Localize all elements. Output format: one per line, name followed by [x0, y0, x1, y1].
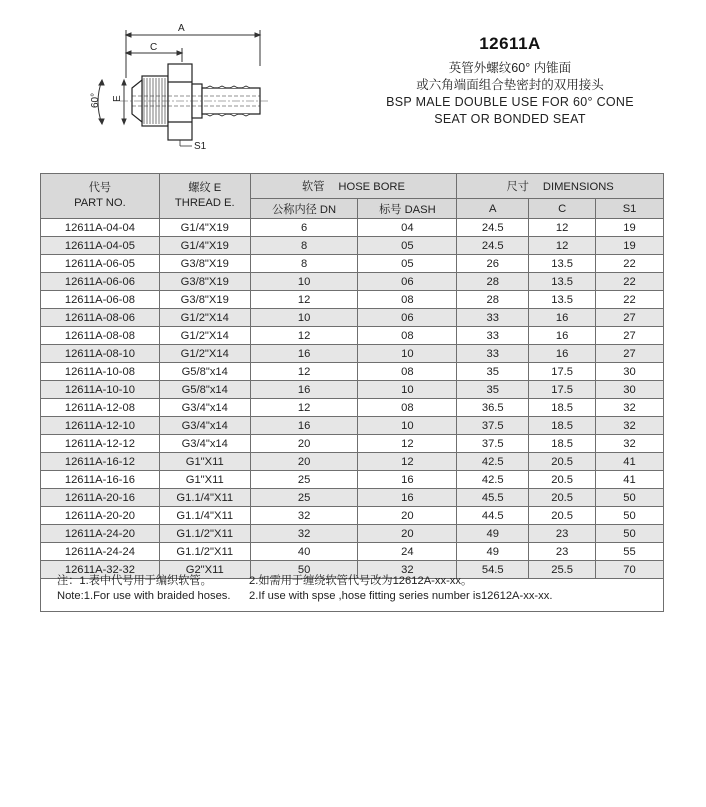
- header-hose-cn: 软管: [302, 181, 325, 193]
- cell-part-no: 12611A-08-08: [41, 327, 160, 345]
- table-row: [41, 255, 664, 273]
- cell-part-no: 12611A-32-32: [41, 561, 160, 579]
- cell-dim-c: 16: [529, 345, 596, 363]
- cell-part-no: 12611A-20-16: [41, 489, 160, 507]
- cell-dn: 6: [250, 219, 358, 237]
- cell-thread: G5/8"x14: [159, 381, 250, 399]
- cell-dim-c: 12: [529, 237, 596, 255]
- cell-part-no: 12611A-24-24: [41, 543, 160, 561]
- cell-thread: G1/2"X14: [159, 345, 250, 363]
- cell-dash: 16: [358, 471, 457, 489]
- cell-dim-a: 42.5: [457, 453, 529, 471]
- title-en-line2: SEAT OR BONDED SEAT: [434, 112, 586, 126]
- label-e: E: [112, 95, 123, 102]
- cell-thread: G3/8"X19: [159, 273, 250, 291]
- model-number: 12611A: [479, 34, 541, 53]
- cell-part-no: 12611A-12-10: [41, 417, 160, 435]
- cell-dim-a: 26: [457, 255, 529, 273]
- header-part-en: PART NO.: [74, 197, 126, 209]
- header-c: C: [529, 199, 596, 219]
- cell-dim-s1: 32: [596, 435, 664, 453]
- cell-dash: 12: [358, 435, 457, 453]
- header-dash: 标号 DASH: [358, 199, 457, 219]
- cell-thread: G1.1/4"X11: [159, 507, 250, 525]
- cell-dash: 10: [358, 381, 457, 399]
- cell-thread: G2"X11: [159, 561, 250, 579]
- cell-dn: 16: [250, 381, 358, 399]
- cell-thread: G1.1/4"X11: [159, 489, 250, 507]
- header-dim-cn: 尺寸: [506, 181, 529, 193]
- label-a: A: [178, 23, 185, 34]
- cell-dim-c: 13.5: [529, 273, 596, 291]
- cell-dn: 12: [250, 363, 358, 381]
- table-row: [41, 417, 664, 435]
- cell-dim-c: 17.5: [529, 363, 596, 381]
- cell-dim-s1: 50: [596, 507, 664, 525]
- cell-dim-c: 20.5: [529, 453, 596, 471]
- cell-dim-c: 13.5: [529, 255, 596, 273]
- cell-thread: G1/2"X14: [159, 309, 250, 327]
- cell-part-no: 12611A-08-06: [41, 309, 160, 327]
- cell-part-no: 12611A-06-05: [41, 255, 160, 273]
- header-thread: [159, 174, 250, 219]
- cell-thread: G3/8"X19: [159, 291, 250, 309]
- cell-part-no: 12611A-10-08: [41, 363, 160, 381]
- title-en-line1: BSP MALE DOUBLE USE FOR 60° CONE: [386, 95, 634, 109]
- header-dn: 公称内径 DN: [250, 199, 358, 219]
- cell-thread: G5/8"x14: [159, 363, 250, 381]
- table-row: [41, 471, 664, 489]
- cell-dash: 20: [358, 507, 457, 525]
- cell-dim-s1: 27: [596, 327, 664, 345]
- cell-dash: 08: [358, 363, 457, 381]
- table-row: [41, 381, 664, 399]
- cell-dim-a: 33: [457, 345, 529, 363]
- cell-dim-a: 44.5: [457, 507, 529, 525]
- table-row: [41, 453, 664, 471]
- cell-dim-a: 28: [457, 291, 529, 309]
- header-part-no: [41, 174, 160, 219]
- cell-dim-c: 16: [529, 309, 596, 327]
- cell-dim-a: 54.5: [457, 561, 529, 579]
- cell-thread: G1"X11: [159, 471, 250, 489]
- table-row: [41, 219, 664, 237]
- cell-dim-s1: 22: [596, 273, 664, 291]
- cell-dim-c: 18.5: [529, 399, 596, 417]
- cell-part-no: 12611A-16-12: [41, 453, 160, 471]
- note-cn-2: 2.如需用于缠绕软管代号改为12612A-xx-xx。: [249, 575, 473, 587]
- spec-table: [40, 173, 664, 579]
- cell-dash: 06: [358, 273, 457, 291]
- cell-dash: 10: [358, 345, 457, 363]
- cell-dash: 20: [358, 525, 457, 543]
- cell-dn: 10: [250, 309, 358, 327]
- cell-dim-c: 23: [529, 525, 596, 543]
- cell-dim-s1: 19: [596, 237, 664, 255]
- cell-dim-a: 33: [457, 309, 529, 327]
- cell-dim-a: 49: [457, 543, 529, 561]
- title-cn-line1: 英管外螺纹60° 内锥面: [448, 61, 572, 75]
- cell-thread: G3/4"x14: [159, 417, 250, 435]
- cell-dim-a: 35: [457, 363, 529, 381]
- cell-dim-a: 49: [457, 525, 529, 543]
- cell-dim-c: 20.5: [529, 489, 596, 507]
- cell-thread: G3/4"x14: [159, 399, 250, 417]
- cell-dim-c: 18.5: [529, 417, 596, 435]
- cell-dn: 8: [250, 237, 358, 255]
- table-row: [41, 309, 664, 327]
- cell-dash: 05: [358, 255, 457, 273]
- cell-dim-c: 18.5: [529, 435, 596, 453]
- cell-part-no: 12611A-04-05: [41, 237, 160, 255]
- cell-dim-s1: 22: [596, 255, 664, 273]
- cell-dim-s1: 27: [596, 309, 664, 327]
- fitting-drawing: [80, 22, 280, 154]
- cell-dim-s1: 41: [596, 471, 664, 489]
- cell-dn: 32: [250, 507, 358, 525]
- cell-dim-a: 24.5: [457, 237, 529, 255]
- cell-dn: 25: [250, 471, 358, 489]
- header-s1: S1: [596, 199, 664, 219]
- table-row: [41, 345, 664, 363]
- cell-part-no: 12611A-12-12: [41, 435, 160, 453]
- cell-dim-s1: 30: [596, 363, 664, 381]
- cell-dn: 12: [250, 327, 358, 345]
- cell-dn: 10: [250, 273, 358, 291]
- cell-dash: 08: [358, 291, 457, 309]
- cell-dim-a: 42.5: [457, 471, 529, 489]
- label-s1: S1: [194, 141, 207, 152]
- cell-dn: 20: [250, 435, 358, 453]
- cell-part-no: 12611A-20-20: [41, 507, 160, 525]
- cell-dim-a: 37.5: [457, 435, 529, 453]
- cell-dash: 24: [358, 543, 457, 561]
- cell-part-no: 12611A-06-08: [41, 291, 160, 309]
- cell-dim-s1: 19: [596, 219, 664, 237]
- cell-dash: 32: [358, 561, 457, 579]
- cell-thread: G1.1/2"X11: [159, 525, 250, 543]
- cell-dn: 25: [250, 489, 358, 507]
- table-row: [41, 543, 664, 561]
- cell-dash: 12: [358, 453, 457, 471]
- cell-dn: 16: [250, 345, 358, 363]
- cell-part-no: 12611A-08-10: [41, 345, 160, 363]
- table-row: [41, 489, 664, 507]
- header-a: A: [457, 199, 529, 219]
- table-row: [41, 507, 664, 525]
- header-part-cn: 代号: [88, 182, 112, 194]
- title-block: [340, 34, 680, 128]
- cell-thread: G1"X11: [159, 453, 250, 471]
- cell-part-no: 12611A-06-06: [41, 273, 160, 291]
- cell-dash: 06: [358, 309, 457, 327]
- cell-dim-c: 25.5: [529, 561, 596, 579]
- cell-dim-a: 24.5: [457, 219, 529, 237]
- cell-dim-a: 28: [457, 273, 529, 291]
- header-dimensions: [457, 174, 664, 199]
- cell-dim-s1: 32: [596, 417, 664, 435]
- header-dim-en: DIMENSIONS: [542, 181, 614, 193]
- header-hose-en: HOSE BORE: [338, 181, 405, 193]
- cell-dim-c: 20.5: [529, 471, 596, 489]
- cell-dim-s1: 41: [596, 453, 664, 471]
- header-hose-bore: [250, 174, 457, 199]
- table-row: [41, 435, 664, 453]
- cell-dim-s1: 55: [596, 543, 664, 561]
- title-cn-line2: 或六角端面组合垫密封的双用接头: [416, 78, 604, 92]
- header-thread-cn: 螺纹 E: [188, 182, 222, 194]
- cell-dash: 16: [358, 489, 457, 507]
- cell-dn: 20: [250, 453, 358, 471]
- cell-dash: 04: [358, 219, 457, 237]
- cell-dim-a: 45.5: [457, 489, 529, 507]
- note-cn-1: 注：1.表中代号用于编织软管。: [57, 575, 212, 587]
- cell-dash: 10: [358, 417, 457, 435]
- cell-part-no: 12611A-16-16: [41, 471, 160, 489]
- cell-dash: 05: [358, 237, 457, 255]
- note-en-2: 2.If use with spse ,hose fitting series number is12612A-xx-xx.: [249, 590, 553, 602]
- cell-dash: 08: [358, 399, 457, 417]
- cell-dim-c: 16: [529, 327, 596, 345]
- cell-part-no: 12611A-04-04: [41, 219, 160, 237]
- label-c: C: [150, 42, 158, 53]
- cell-dn: 50: [250, 561, 358, 579]
- cell-dn: 40: [250, 543, 358, 561]
- cell-dim-s1: 32: [596, 399, 664, 417]
- header-thread-en: THREAD E.: [174, 197, 235, 209]
- note-en-1: Note:1.For use with braided hoses.: [57, 590, 231, 602]
- cell-dn: 32: [250, 525, 358, 543]
- cell-thread: G3/4"x14: [159, 435, 250, 453]
- cell-dim-a: 37.5: [457, 417, 529, 435]
- spec-table-body: [41, 219, 664, 579]
- cell-dim-c: 23: [529, 543, 596, 561]
- cell-dim-s1: 50: [596, 525, 664, 543]
- cell-dn: 12: [250, 399, 358, 417]
- cell-thread: G1.1/2"X11: [159, 543, 250, 561]
- table-row: [41, 399, 664, 417]
- cell-dim-c: 17.5: [529, 381, 596, 399]
- cell-dash: 08: [358, 327, 457, 345]
- cell-part-no: 12611A-12-08: [41, 399, 160, 417]
- table-row: [41, 273, 664, 291]
- cell-dim-c: 20.5: [529, 507, 596, 525]
- cell-dim-c: 13.5: [529, 291, 596, 309]
- cell-dim-a: 35: [457, 381, 529, 399]
- cell-thread: G1/4"X19: [159, 219, 250, 237]
- cell-dim-s1: 30: [596, 381, 664, 399]
- table-row: [41, 237, 664, 255]
- cell-dim-s1: 70: [596, 561, 664, 579]
- table-row: [41, 327, 664, 345]
- cell-dim-s1: 27: [596, 345, 664, 363]
- cell-dim-a: 36.5: [457, 399, 529, 417]
- cell-thread: G1/4"X19: [159, 237, 250, 255]
- cell-dim-a: 33: [457, 327, 529, 345]
- table-row: [41, 291, 664, 309]
- cell-thread: G1/2"X14: [159, 327, 250, 345]
- cell-dn: 16: [250, 417, 358, 435]
- cell-dim-c: 12: [529, 219, 596, 237]
- table-row: [41, 525, 664, 543]
- cell-thread: G3/8"X19: [159, 255, 250, 273]
- cell-dim-s1: 22: [596, 291, 664, 309]
- cell-dim-s1: 50: [596, 489, 664, 507]
- cell-dn: 8: [250, 255, 358, 273]
- cell-part-no: 12611A-10-10: [41, 381, 160, 399]
- table-row: [41, 363, 664, 381]
- cell-part-no: 12611A-24-20: [41, 525, 160, 543]
- notes: [40, 568, 664, 612]
- label-angle: 60°: [90, 92, 101, 108]
- cell-dn: 12: [250, 291, 358, 309]
